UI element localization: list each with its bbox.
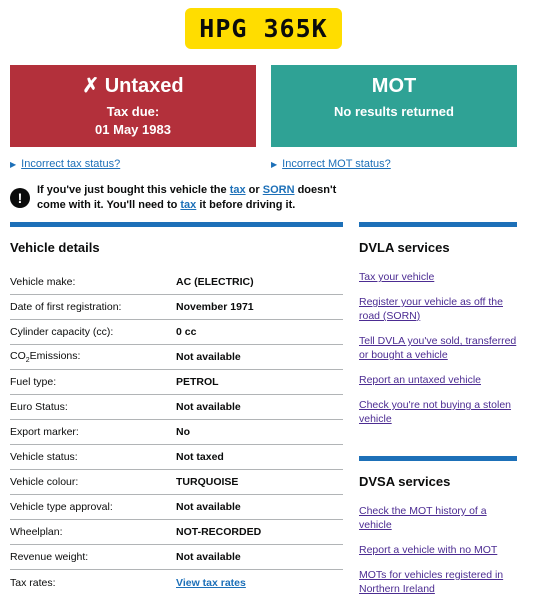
report-no-mot-link[interactable]: Report a vehicle with no MOT (359, 544, 498, 556)
warning-text-part: doesn't come with it. You'll need to (37, 184, 337, 211)
check-stolen-link[interactable]: Check you're not buying a stolen vehicle (359, 399, 512, 425)
tax-status-panel (10, 65, 256, 147)
incorrect-tax-status-link[interactable]: Incorrect tax status? (21, 158, 121, 170)
services-sidebar (359, 222, 517, 600)
table-row (10, 470, 343, 495)
tax-link[interactable]: tax (229, 184, 246, 196)
dvsa-services-list (359, 504, 517, 596)
dvsa-services-title: DVSA services (359, 474, 451, 489)
section-divider (359, 222, 517, 227)
row-value: Not available (176, 401, 241, 413)
row-label: Export marker: (10, 426, 79, 438)
row-label (10, 350, 176, 364)
tax-status-title: ✗ Untaxed (82, 75, 184, 97)
row-label: Fuel type: (10, 376, 57, 388)
table-row (10, 370, 343, 395)
row-label: Date of first registration: (10, 301, 122, 313)
co2-label-subscript: 2 (25, 357, 30, 365)
mot-status-panel (271, 65, 517, 147)
section-divider (10, 222, 343, 227)
table-row (10, 545, 343, 570)
view-tax-rates-link[interactable]: View tax rates (176, 576, 246, 589)
table-row (10, 345, 343, 370)
table-row (10, 570, 343, 595)
co2-label-emissions: Emissions: (29, 349, 81, 362)
row-label: Euro Status: (10, 401, 68, 413)
row-label: Vehicle colour: (10, 476, 79, 488)
sorn-link[interactable]: SORN (262, 184, 295, 196)
dvla-services-list (359, 270, 517, 426)
table-row (10, 520, 343, 545)
row-label: Cylinder capacity (cc): (10, 326, 114, 338)
incorrect-mot-status-link[interactable]: Incorrect MOT status? (282, 158, 391, 170)
row-value: November 1971 (176, 301, 254, 313)
row-value: PETROL (176, 376, 219, 388)
vehicle-details-section (10, 222, 343, 595)
vehicle-details-title: Vehicle details (10, 240, 100, 255)
mot-northern-ireland-link[interactable]: MOTs for vehicles registered in Northern Ireland (359, 569, 504, 595)
report-untaxed-link[interactable]: Report an untaxed vehicle (359, 374, 481, 386)
dvla-services-title: DVLA services (359, 240, 450, 255)
warning-notice (10, 183, 340, 213)
warning-text-part: it before driving it. (196, 199, 296, 211)
row-value: No (176, 426, 190, 438)
row-value: TURQUOISE (176, 476, 239, 488)
table-row (10, 395, 343, 420)
mot-status-result: No results returned (334, 104, 454, 119)
row-value: Not taxed (176, 451, 224, 463)
tell-dvla-sold-link[interactable]: Tell DVLA you've sold, transferred or bought a vehicle (359, 335, 517, 361)
vehicle-details-table (10, 270, 343, 595)
mot-status-title: MOT (371, 75, 417, 97)
tax-link-2[interactable]: tax (180, 199, 197, 211)
incorrect-mot-status-toggle[interactable] (271, 158, 391, 170)
table-row (10, 295, 343, 320)
table-row (10, 420, 343, 445)
exclamation-icon: ! (10, 188, 30, 208)
table-row (10, 495, 343, 520)
table-row (10, 445, 343, 470)
warning-text (37, 183, 340, 213)
row-label: Tax rates: (10, 576, 56, 589)
triangle-right-icon: ▶ (10, 159, 17, 169)
table-row (10, 270, 343, 295)
tax-due-date: 01 May 1983 (95, 122, 171, 137)
co2-label-co: CO (10, 349, 26, 362)
row-label: Vehicle type approval: (10, 501, 113, 513)
tax-your-vehicle-link[interactable]: Tax your vehicle (359, 271, 435, 283)
row-value: Not available (176, 351, 241, 363)
table-row (10, 320, 343, 345)
dvsa-services-section (359, 456, 517, 596)
section-divider (359, 456, 517, 461)
row-label: Vehicle make: (10, 276, 76, 288)
warning-text-part: or (245, 184, 263, 196)
row-value: Not available (176, 501, 241, 513)
warning-text-part: If you've just bought this vehicle the (37, 184, 230, 196)
registration-plate: HPG 365K (185, 8, 341, 49)
row-label: Wheelplan: (10, 526, 63, 538)
row-value: 0 cc (176, 326, 197, 338)
row-value: Not available (176, 551, 241, 563)
mot-history-link[interactable]: Check the MOT history of a vehicle (359, 505, 487, 531)
tax-due-label: Tax due: (106, 104, 160, 119)
row-value: NOT-RECORDED (176, 526, 262, 538)
row-label: Vehicle status: (10, 451, 78, 463)
row-value: AC (ELECTRIC) (176, 276, 254, 288)
triangle-right-icon: ▶ (271, 159, 278, 169)
incorrect-tax-status-toggle[interactable] (10, 158, 120, 170)
register-sorn-link[interactable]: Register your vehicle as off the road (SORN) (359, 296, 503, 322)
row-label: Revenue weight: (10, 551, 89, 563)
